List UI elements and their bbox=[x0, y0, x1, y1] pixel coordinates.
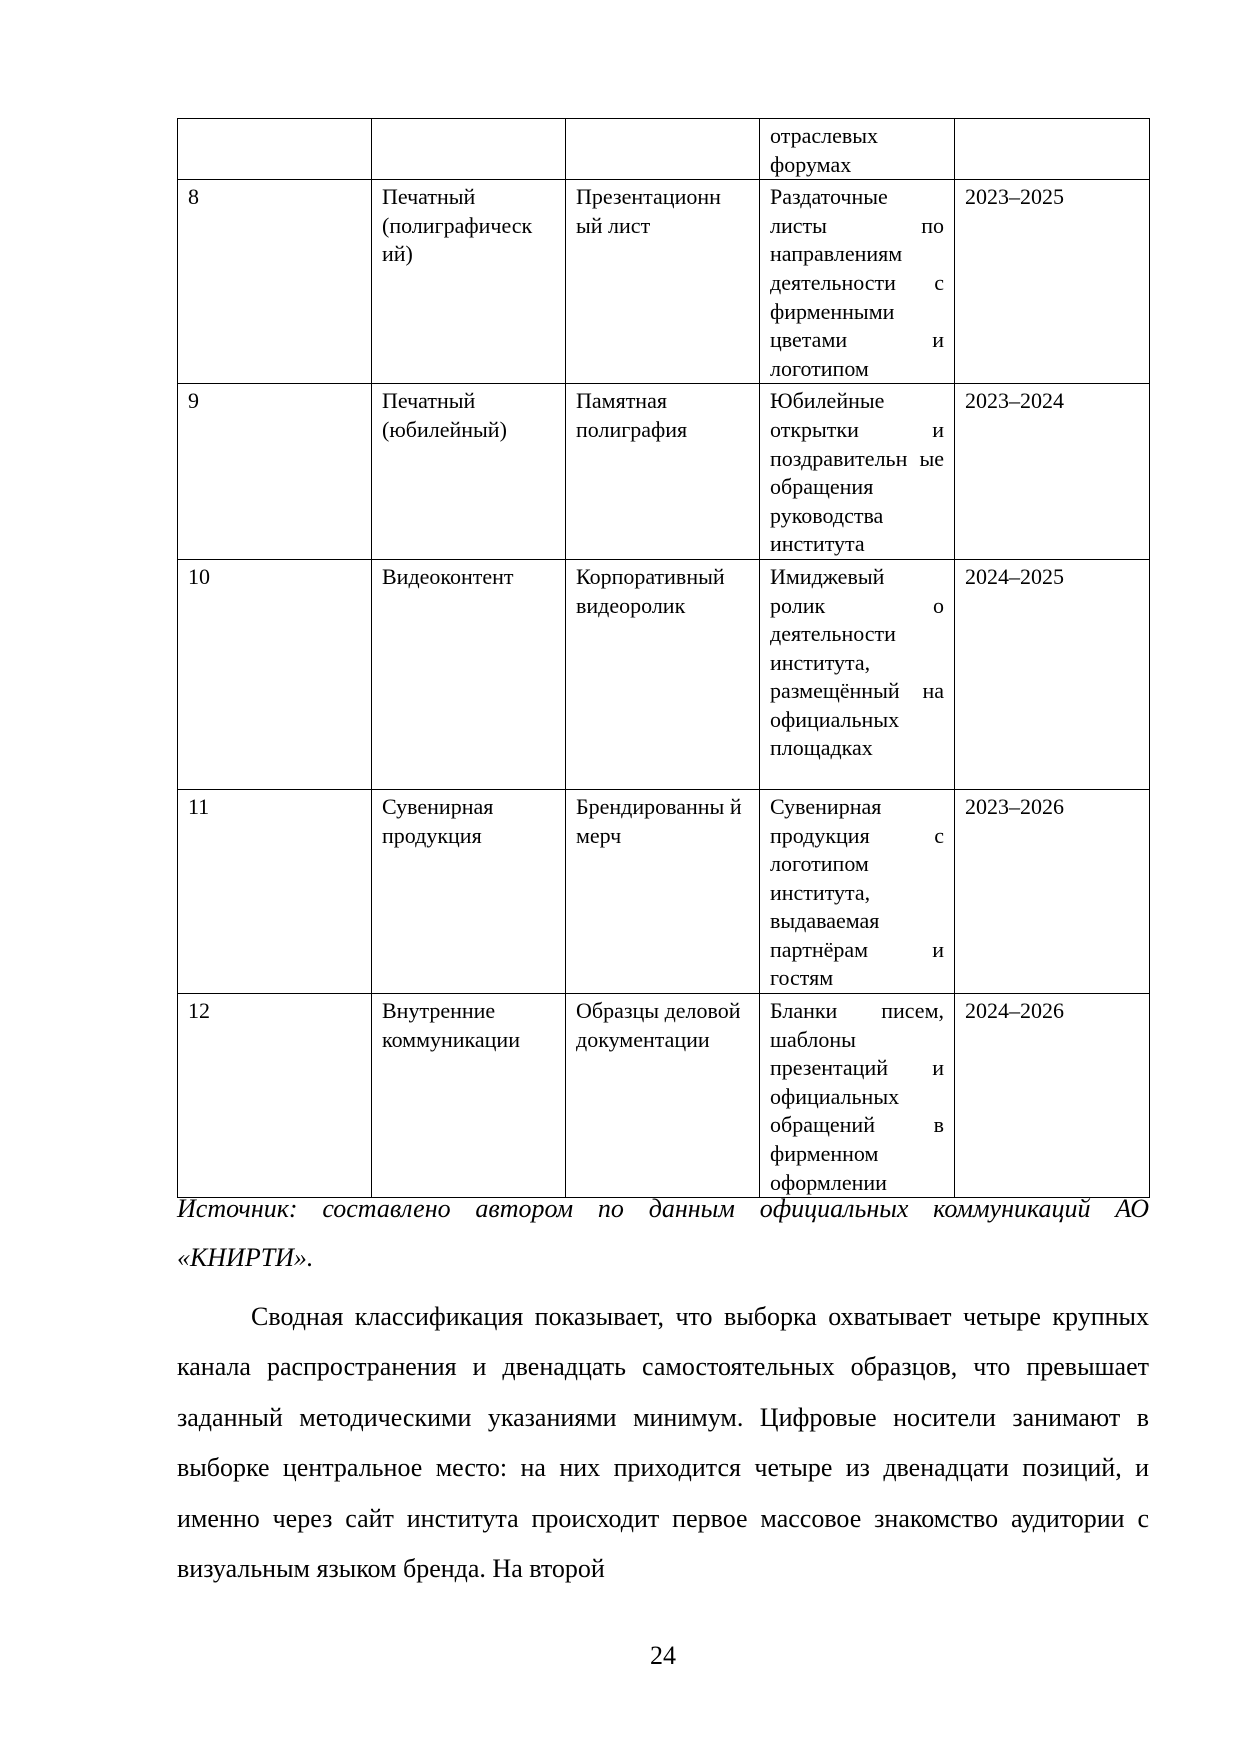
body-paragraph: Сводная классификация показывает, что выборка охватывает четыре крупных канала распространения и двенадцать самостоятельных образцов, что превышает заданный методическими указаниями минимум. Цифровые носители занимают в выборке центральное место: на них приходится четыре из двенадцати позиций, и именно через сайт института происходит первое массовое знакомство аудитории с визуальным языком бренда. На второй bbox=[177, 1302, 1149, 1584]
carrier-type-cell: Видеоконтент bbox=[372, 559, 566, 789]
row-number-cell: 9 bbox=[178, 384, 372, 560]
years-cell: 2023–2025 bbox=[955, 180, 1150, 384]
carrier-type-cell: Внутренние коммуникации bbox=[372, 994, 566, 1198]
table-row bbox=[178, 119, 1150, 180]
carrier-type-cell bbox=[372, 119, 566, 180]
carrier-type-cell: Печатный (полиграфическ ий) bbox=[372, 180, 566, 384]
sample-cell: Презентационн ый лист bbox=[566, 180, 760, 384]
row-number-cell: 10 bbox=[178, 559, 372, 789]
carrier-type-cell: Печатный (юбилейный) bbox=[372, 384, 566, 560]
row-number-cell: 12 bbox=[178, 994, 372, 1198]
table-row bbox=[178, 994, 1150, 1198]
row-number-cell: 8 bbox=[178, 180, 372, 384]
description-cell: Имиджевый ролик о деятельности института, размещённый на официальных площадках bbox=[760, 559, 955, 789]
sample-cell: Памятная полиграфия bbox=[566, 384, 760, 560]
table-row bbox=[178, 384, 1150, 560]
sample-cell bbox=[566, 119, 760, 180]
years-cell: 2023–2026 bbox=[955, 789, 1150, 993]
table-source-note: Источник: составлено автором по данным официальных коммуникаций АО «КНИРТИ». bbox=[177, 1194, 1149, 1272]
page-number: 24 bbox=[650, 1641, 676, 1670]
row-number-cell: 11 bbox=[178, 789, 372, 993]
years-cell bbox=[955, 119, 1150, 180]
years-cell: 2023–2024 bbox=[955, 384, 1150, 560]
sample-cell: Брендированны й мерч bbox=[566, 789, 760, 993]
description-cell: Сувенирная продукция с логотипом института, выдаваемая партнёрам и гостям bbox=[760, 789, 955, 993]
row-number-cell bbox=[178, 119, 372, 180]
classification-table bbox=[177, 118, 1150, 1198]
description-cell: Раздаточные листы по направлениям деятельности с фирменными цветами и логотипом bbox=[760, 180, 955, 384]
table-row bbox=[178, 180, 1150, 384]
description-cell: Юбилейные открытки и поздравительн ые обращения руководства института bbox=[760, 384, 955, 560]
sample-cell: Образцы деловой документации bbox=[566, 994, 760, 1198]
table-row bbox=[178, 789, 1150, 993]
description-cell: отраслевых форумах bbox=[760, 119, 955, 180]
years-cell: 2024–2025 bbox=[955, 559, 1150, 789]
description-cell: Бланки писем, шаблоны презентаций и официальных обращений в фирменном оформлении bbox=[760, 994, 955, 1198]
sample-cell: Корпоративный видеоролик bbox=[566, 559, 760, 789]
carrier-type-cell: Сувенирная продукция bbox=[372, 789, 566, 993]
years-cell: 2024–2026 bbox=[955, 994, 1150, 1198]
table-row bbox=[178, 559, 1150, 789]
